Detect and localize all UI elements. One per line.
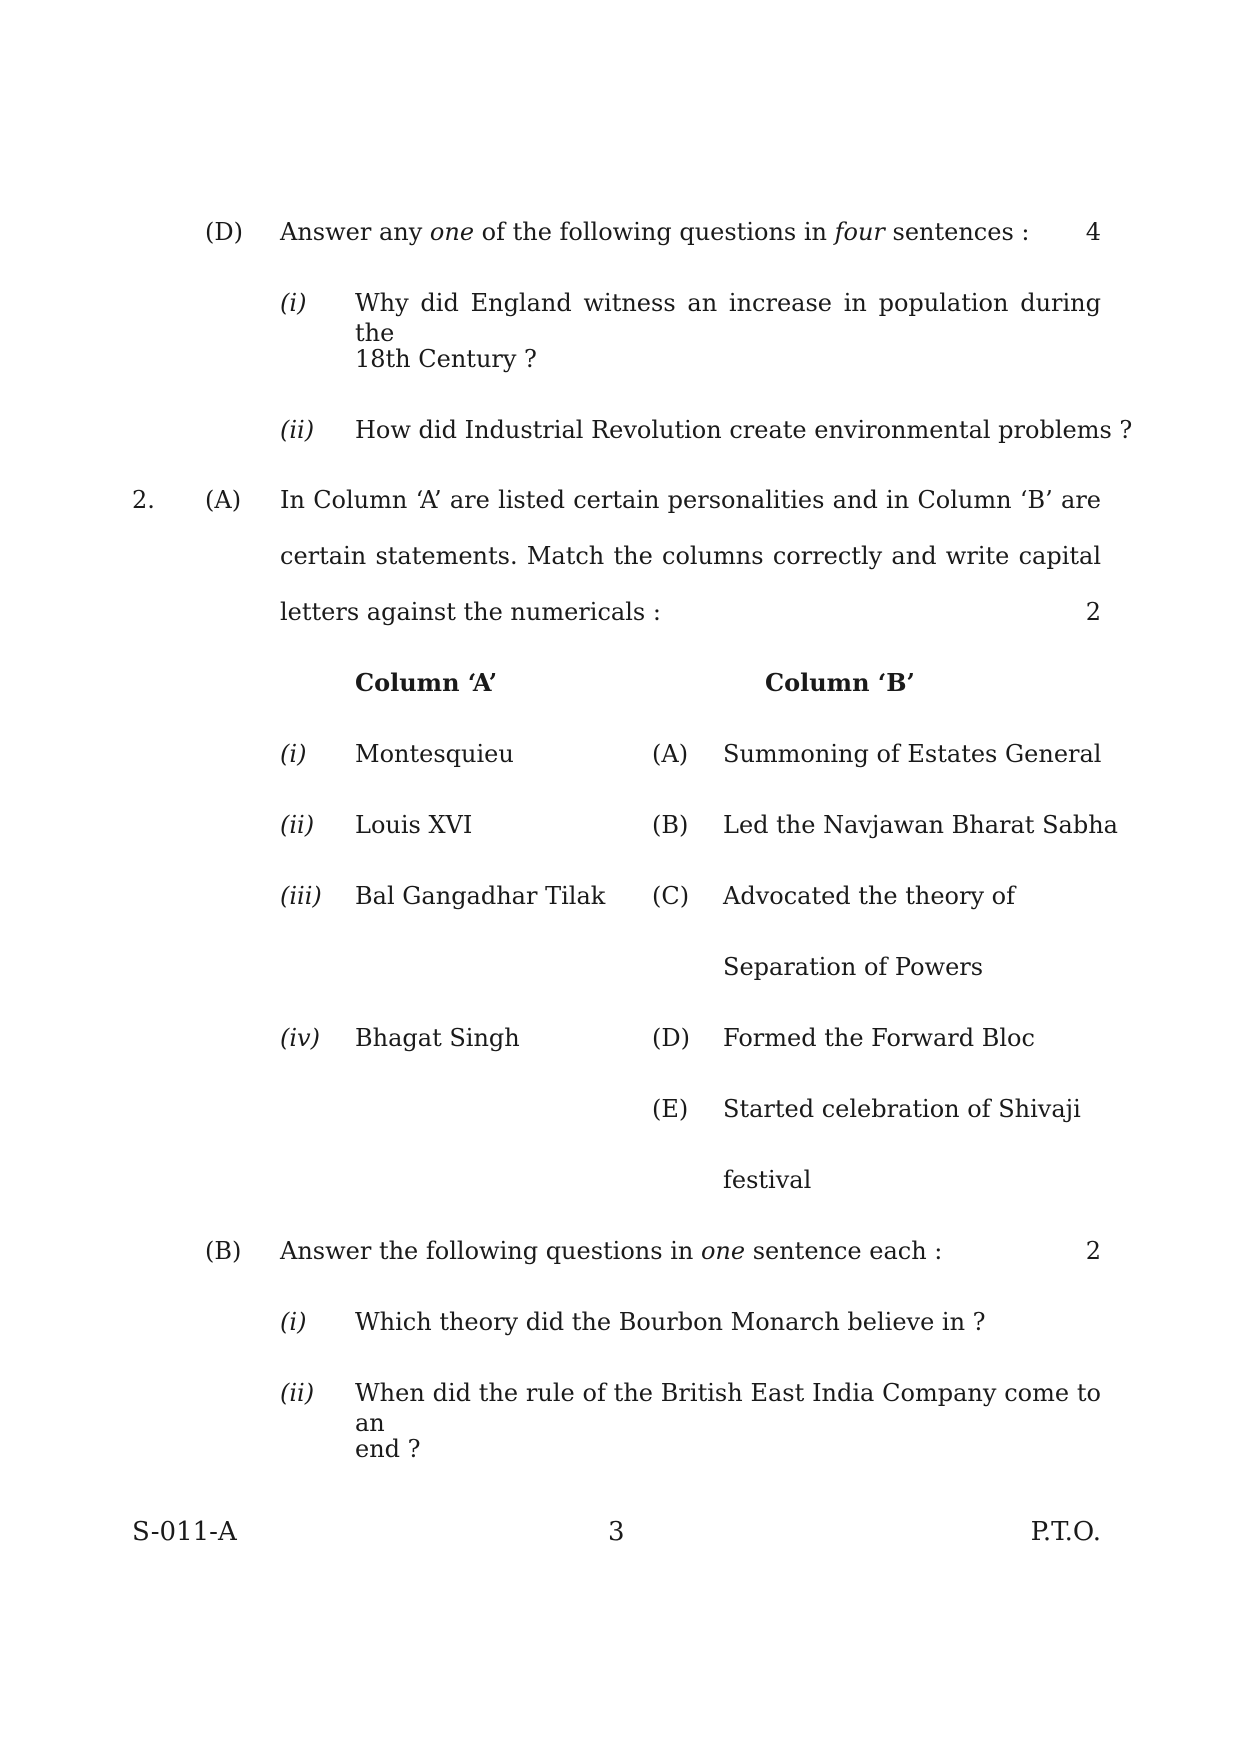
question-label: (A) [205, 486, 242, 514]
column-b-item: Summoning of Estates General [723, 740, 1102, 768]
question-prompt [280, 1236, 942, 1266]
subquestion-text: When did the rule of the British East India Company come to an [355, 1379, 1101, 1437]
prompt-text: sentences : [884, 218, 1030, 246]
column-a-number: (ii) [280, 811, 315, 839]
prompt-text: sentence each : [745, 1237, 943, 1265]
column-a-number: (iii) [280, 882, 322, 910]
column-b-label: (E) [652, 1095, 689, 1123]
column-b-item: Separation of Powers [723, 953, 984, 981]
column-a-header: Column ‘A’ [355, 668, 498, 697]
column-b-label: (D) [652, 1024, 690, 1052]
pto-label: P.T.O. [1030, 1517, 1101, 1547]
prompt-emphasis: one [429, 218, 475, 246]
marks: 2 [1085, 598, 1101, 626]
column-b-item: Started celebration of Shivaji [723, 1095, 1081, 1123]
column-b-item: Advocated the theory of [723, 882, 1015, 910]
prompt-emphasis: four [834, 218, 885, 246]
subquestion-number: (ii) [280, 416, 315, 444]
question-number: 2. [132, 486, 155, 514]
question-label: (D) [205, 218, 243, 246]
paper-code: S-011-A [132, 1517, 237, 1547]
column-a-number: (iv) [280, 1024, 320, 1052]
question-text: certain statements. Match the columns correctly and write capital [280, 542, 1101, 570]
subquestion-number: (i) [280, 289, 307, 317]
column-a-number: (i) [280, 740, 307, 768]
column-a-item: Bal Gangadhar Tilak [355, 882, 606, 910]
column-b-label: (A) [652, 740, 689, 768]
question-text: In Column ‘A’ are listed certain personalities and in Column ‘B’ are [280, 486, 1101, 514]
column-a-item: Montesquieu [355, 740, 514, 768]
column-b-item: Formed the Forward Bloc [723, 1024, 1035, 1052]
column-b-header: Column ‘B’ [765, 668, 915, 697]
prompt-text: Answer the following questions in [280, 1237, 701, 1265]
prompt-emphasis: one [700, 1237, 746, 1265]
prompt-text: Answer any [280, 218, 430, 246]
marks: 4 [1085, 218, 1101, 246]
prompt-text: of the following questions in [474, 218, 835, 246]
page-number: 3 [608, 1517, 625, 1547]
subquestion-number: (ii) [280, 1379, 315, 1407]
subquestion-text: Why did England witness an increase in population during the [355, 289, 1101, 347]
subquestion-number: (i) [280, 1308, 307, 1336]
column-b-label: (C) [652, 882, 690, 910]
column-b-item: Led the Navjawan Bharat Sabha [723, 811, 1118, 839]
marks: 2 [1085, 1237, 1101, 1265]
question-text: letters against the numericals : [280, 598, 661, 626]
column-b-label: (B) [652, 811, 689, 839]
subquestion-text: Which theory did the Bourbon Monarch believe in ? [355, 1308, 986, 1336]
subquestion-text: 18th Century ? [355, 345, 537, 373]
column-b-item: festival [723, 1166, 812, 1194]
column-a-item: Bhagat Singh [355, 1024, 520, 1052]
question-prompt [280, 217, 1029, 247]
subquestion-text: end ? [355, 1435, 421, 1463]
column-a-item: Louis XVI [355, 811, 473, 839]
subquestion-text: How did Industrial Revolution create environmental problems ? [355, 416, 1133, 444]
question-label: (B) [205, 1237, 242, 1265]
